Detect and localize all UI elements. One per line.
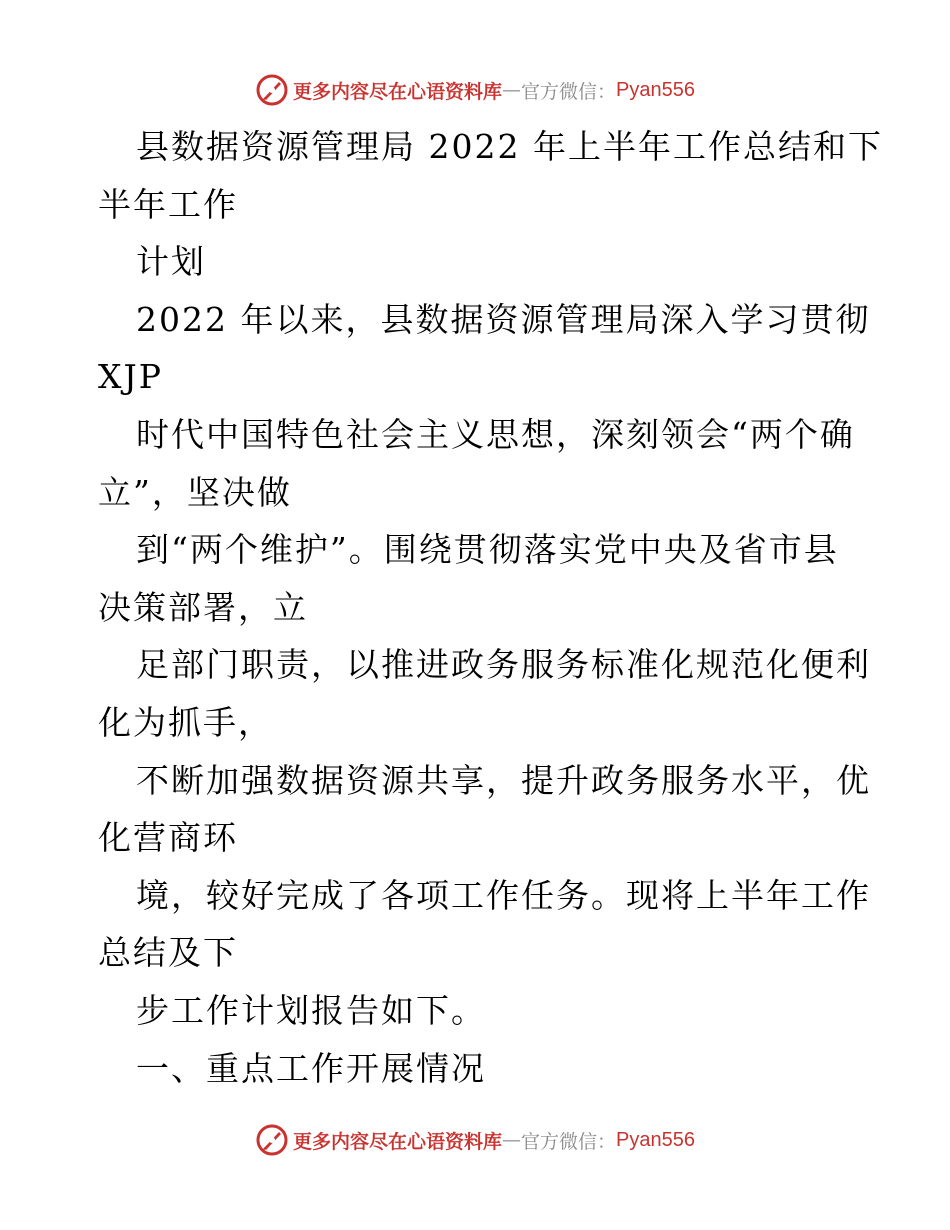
paragraph-line: 步工作计划报告如下。 [136, 990, 486, 1030]
paragraph-line: 境，较好完成了各项工作任务。现将上半年工作 [136, 875, 871, 915]
paragraph-line: 立”，坚决做 [98, 472, 292, 512]
header-watermark [0, 70, 950, 110]
watermark-wechat-id: Pyan556 [616, 1128, 695, 1151]
paragraph-line: 足部门职责，以推进政务服务标准化规范化便利 [136, 645, 871, 685]
paragraph-line: 到“两个维护”。围绕贯彻落实党中央及省市县 [136, 530, 839, 570]
title-line-3: 计划 [136, 242, 206, 282]
watermark-wechat-label: 官方微信： [521, 1130, 617, 1153]
paragraph-line: 决策部署，立 [98, 587, 308, 627]
title-line-1: 县数据资源管理局 2022 年上半年工作总结和下 [136, 127, 883, 166]
watermark-wechat-id: Pyan556 [616, 78, 695, 101]
watermark-brand-text: 更多内容尽在心语资料库 [293, 80, 503, 103]
footer-watermark [0, 1120, 950, 1160]
paragraph-line: 总结及下 [98, 933, 238, 973]
quill-logo-icon [255, 1123, 289, 1157]
watermark-wechat-label: 官方微信： [521, 80, 617, 103]
paragraph-line: 化营商环 [98, 818, 238, 858]
watermark-brand-text: 更多内容尽在心语资料库 [293, 1130, 503, 1153]
quill-logo-icon [255, 73, 289, 107]
paragraph-line: 化为抓手， [98, 702, 273, 742]
paragraph-line: 不断加强数据资源共享，提升政务服务水平，优 [136, 760, 871, 800]
document-body [98, 118, 883, 1097]
title-line-2: 半年工作 [98, 184, 238, 224]
paragraph-line: 时代中国特色社会主义思想，深刻领会“两个确 [136, 414, 855, 454]
watermark-separator: — [502, 1129, 522, 1151]
paragraph-line: XJP [98, 357, 163, 397]
watermark-separator: — [502, 79, 522, 101]
paragraph-line: 2022 年以来，县数据资源管理局深入学习贯彻 [136, 299, 871, 339]
section-heading: 一、重点工作开展情况 [136, 1048, 486, 1088]
